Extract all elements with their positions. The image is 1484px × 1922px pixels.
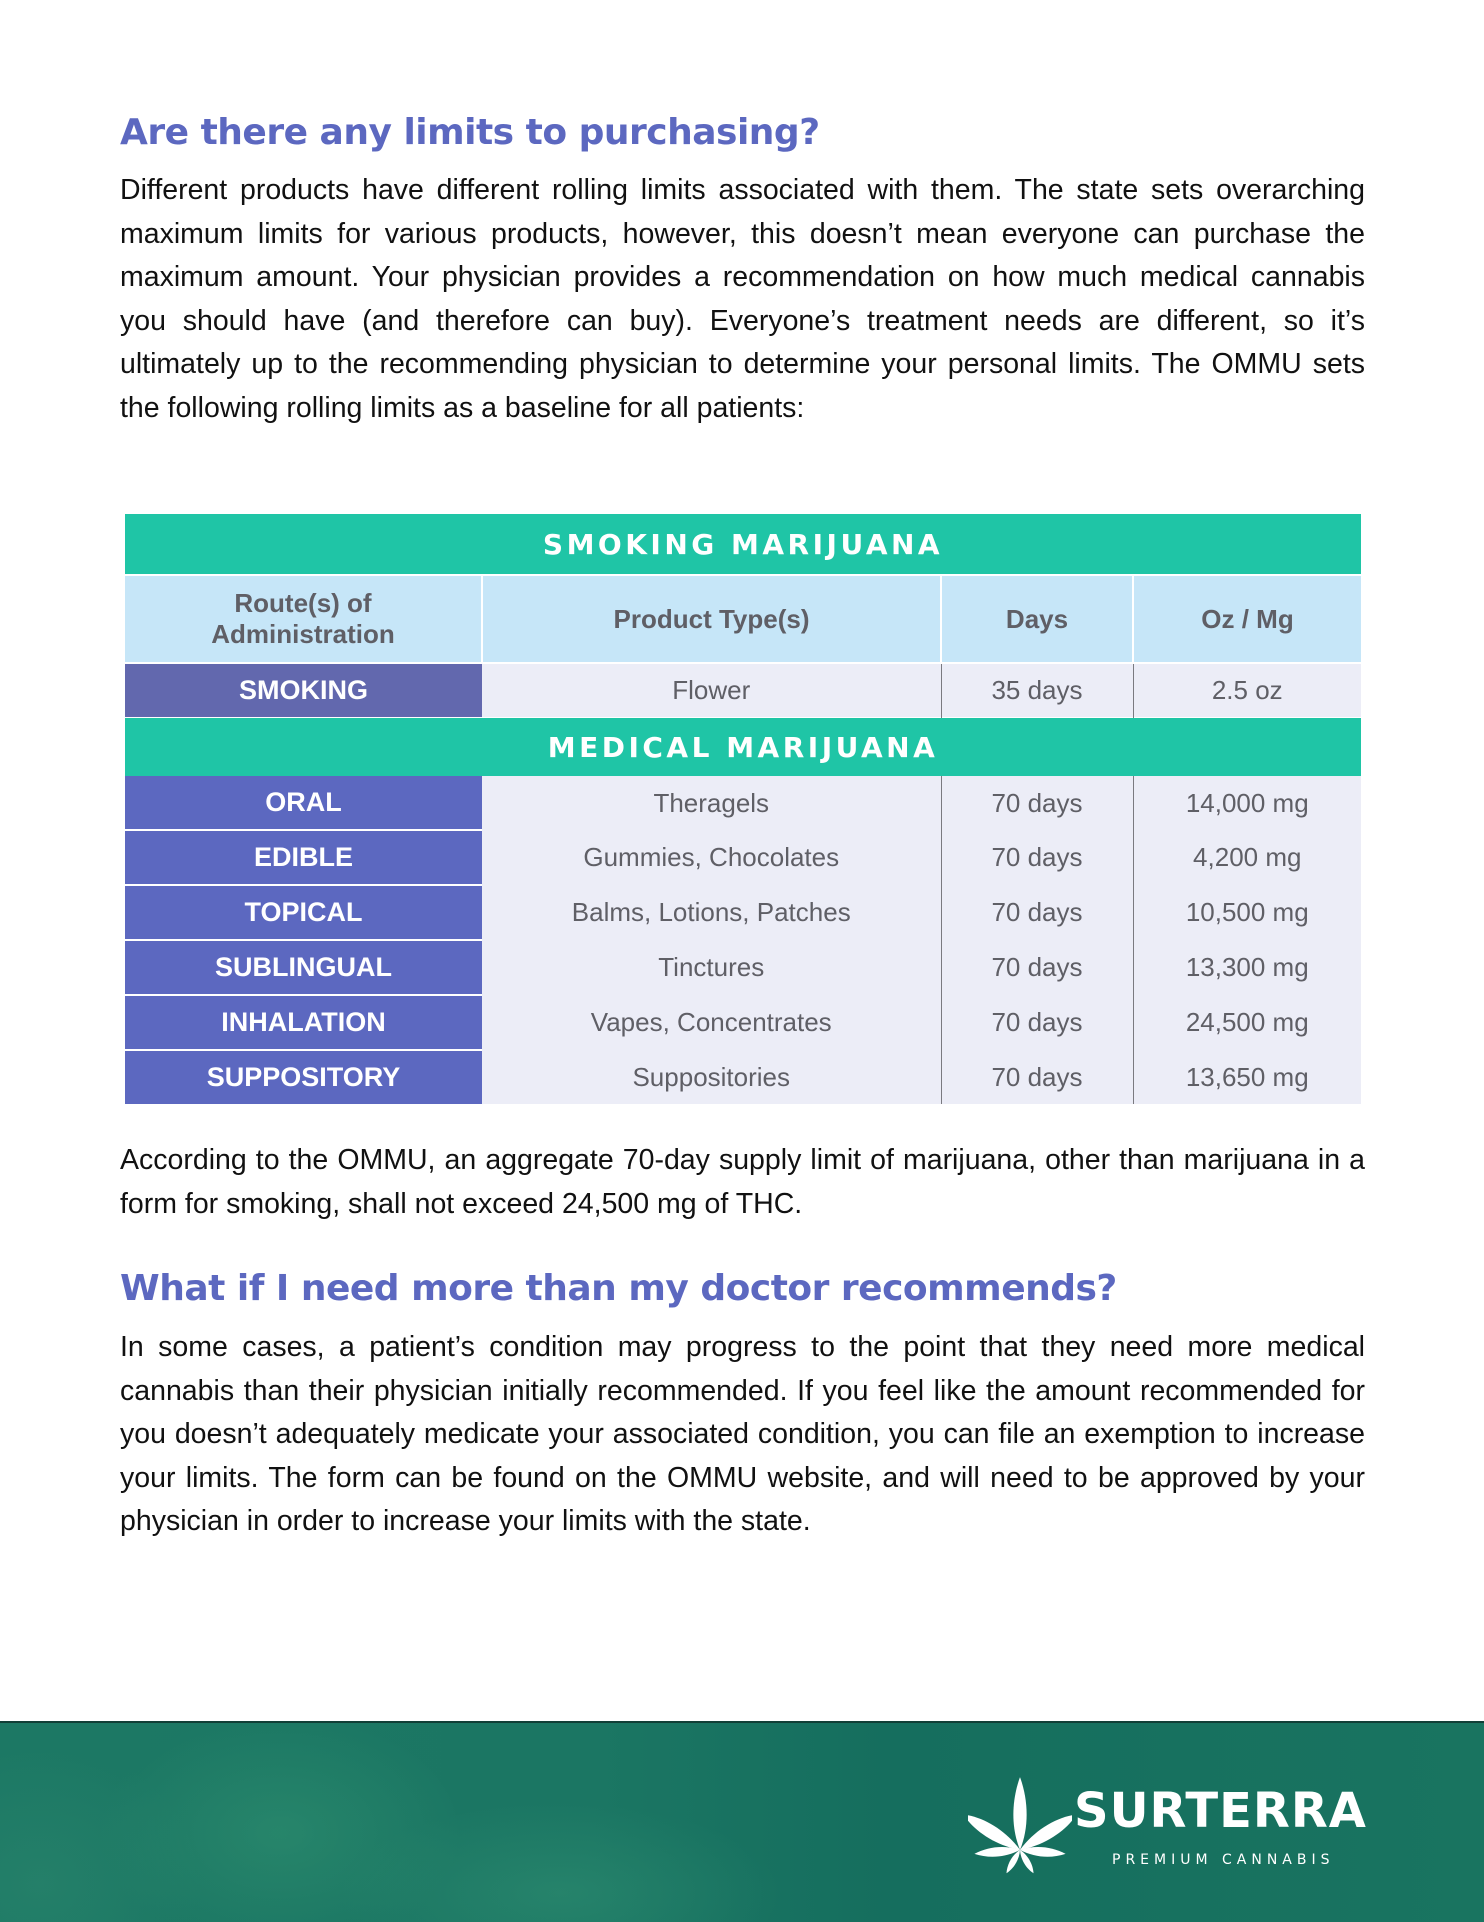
amount-cell: 24,500 mg <box>1133 995 1361 1050</box>
table-row-oral <box>125 776 1361 830</box>
smoking-marijuana-title: SMOKING MARIJUANA <box>125 514 1361 575</box>
route-cell: ORAL <box>125 776 482 830</box>
rolling-limits-table <box>125 514 1361 1104</box>
amount-cell: 10,500 mg <box>1133 885 1361 940</box>
days-cell: 70 days <box>941 885 1133 940</box>
days-cell: 70 days <box>941 776 1133 830</box>
amount-cell: 14,000 mg <box>1133 776 1361 830</box>
days-cell: 35 days <box>941 663 1133 718</box>
days-cell: 70 days <box>941 995 1133 1050</box>
product-cell: Gummies, Chocolates <box>482 830 941 885</box>
section-heading-purchase-limits: Are there any limits to purchasing? <box>120 112 820 153</box>
table-row-suppository <box>125 1050 1361 1104</box>
route-cell: EDIBLE <box>125 830 482 885</box>
amount-cell: 4,200 mg <box>1133 830 1361 885</box>
product-cell: Suppositories <box>482 1050 941 1104</box>
table-row-sublingual <box>125 940 1361 995</box>
section-heading-more-than-recommended: What if I need more than my doctor recommends? <box>120 1268 1117 1309</box>
exemption-paragraph: In some cases, a patient’s condition may progress to the point that they need more medical cannabis than their physician initially recommended. If you feel like the amount recommended for you doesn’t adequately medicate your associated condition, you can file an exemption to increase your limits. The form can be found on the OMMU website, and will need to be approved by your physician in order to increase your limits with the state. <box>120 1331 1365 1537</box>
days-cell: 70 days <box>941 940 1133 995</box>
route-cell: INHALATION <box>125 995 482 1050</box>
product-cell: Theragels <box>482 776 941 830</box>
product-cell: Balms, Lotions, Patches <box>482 885 941 940</box>
column-header-product: Product Type(s) <box>482 575 941 663</box>
table-row-edible <box>125 830 1361 885</box>
product-cell: Tinctures <box>482 940 941 995</box>
route-cell: SMOKING <box>125 663 482 718</box>
days-cell: 70 days <box>941 1050 1133 1104</box>
cannabis-leaf-icon <box>968 1775 1072 1879</box>
amount-cell: 13,300 mg <box>1133 940 1361 995</box>
route-cell: SUBLINGUAL <box>125 940 482 995</box>
days-cell: 70 days <box>941 830 1133 885</box>
route-cell: TOPICAL <box>125 885 482 940</box>
purchase-limits-paragraph: Different products have different rolling limits associated with them. The state sets overarching maximum limits for various products, however, this doesn’t mean everyone can purchase the maximum amount. Your physician provides a recommendation on how much medical cannabis you should have (and therefore can buy). Everyone’s treatment needs are different, so it’s ultimately up to the recommending physician to determine your personal limits. The OMMU sets the following rolling limits as a baseline for all patients: <box>120 174 1365 424</box>
table-row-inhalation <box>125 995 1361 1050</box>
table-row-smoking <box>125 663 1361 718</box>
smoking-marijuana-band <box>125 514 1361 575</box>
medical-marijuana-band <box>125 718 1361 777</box>
column-header-amount: Oz / Mg <box>1133 575 1361 663</box>
aggregate-limit-note: According to the OMMU, an aggregate 70-day supply limit of marijuana, other than marijuana in a form for smoking, shall not exceed 24,500 mg of THC. <box>120 1144 1365 1220</box>
column-header-days: Days <box>941 575 1133 663</box>
amount-cell: 13,650 mg <box>1133 1050 1361 1104</box>
amount-cell: 2.5 oz <box>1133 663 1361 718</box>
surterra-logo <box>968 1775 1368 1885</box>
product-cell: Flower <box>482 663 941 718</box>
footer-band <box>0 1721 1484 1922</box>
route-cell: SUPPOSITORY <box>125 1050 482 1104</box>
table-row-topical <box>125 885 1361 940</box>
product-cell: Vapes, Concentrates <box>482 995 941 1050</box>
brand-tagline: PREMIUM CANNABIS <box>1112 1852 1335 1868</box>
column-header-row <box>125 575 1361 663</box>
column-header-route: Route(s) of Administration <box>125 575 482 663</box>
brand-name: SURTERRA <box>1074 1783 1367 1839</box>
medical-marijuana-title: MEDICAL MARIJUANA <box>125 718 1361 777</box>
